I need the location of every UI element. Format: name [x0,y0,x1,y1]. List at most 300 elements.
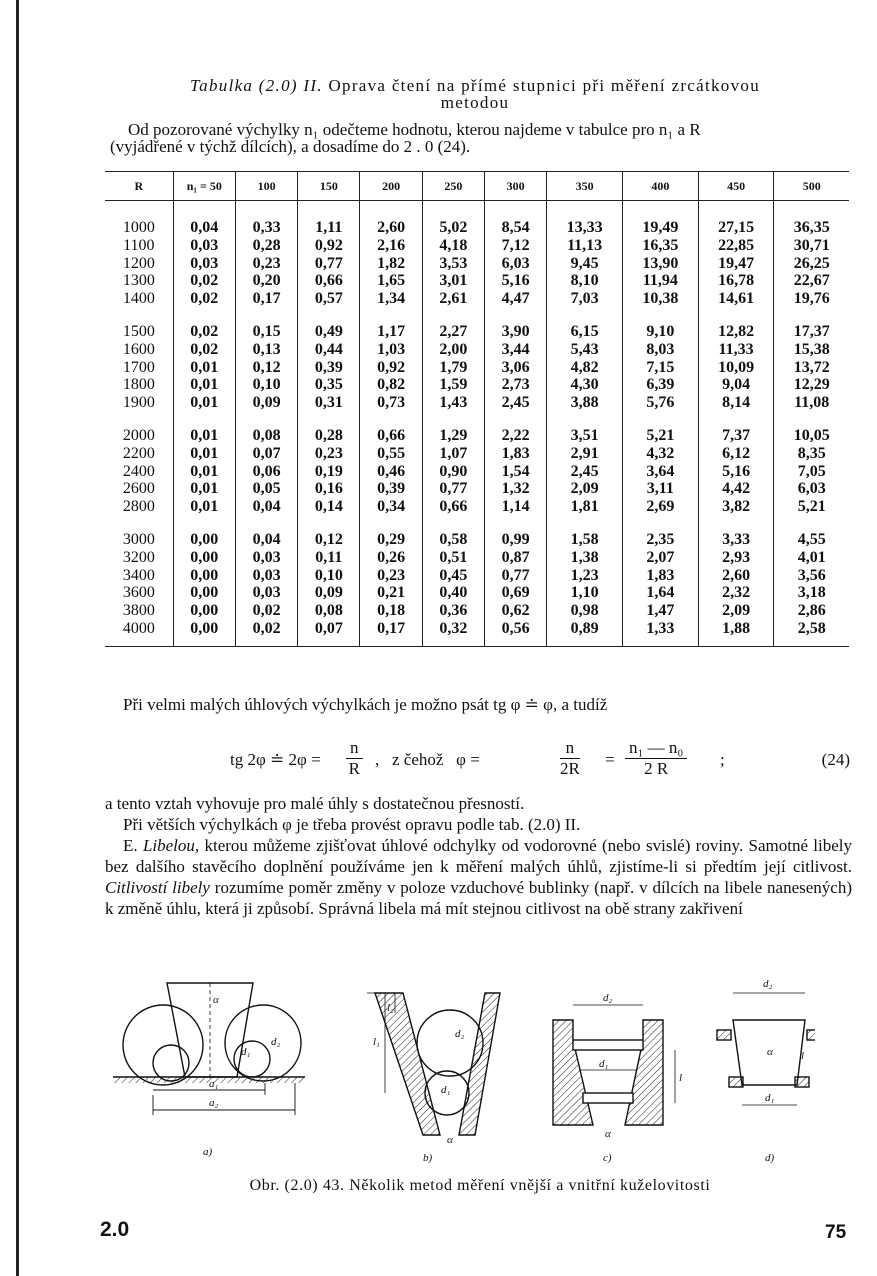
table-cell: 3,11 [623,480,699,498]
table-cell: 0,90 [422,463,484,481]
table-cell: 1,34 [360,290,422,308]
table-cell: 27,15 [698,201,774,237]
gap-cell [360,412,422,427]
row-r-value: 1900 [122,394,155,412]
gap-cell [547,412,623,427]
row-r-value: 1100 [123,236,155,254]
table-cell: 1,88 [698,620,774,646]
table-cell: 0,09 [298,584,360,602]
table-cell: 1,54 [485,463,547,481]
gap-cell [623,412,699,427]
table-cell: 6,15 [547,323,623,341]
gap-cell [623,516,699,531]
table-cell: 8,54 [485,201,547,237]
table-row [105,480,849,498]
table-cell: 0,66 [360,427,422,445]
table-cell: 0,15 [235,323,297,341]
table-cell: 2,32 [698,584,774,602]
table-cell: 1,81 [547,498,623,516]
fraction-n1-n0-over-2r: $\frac{\text{n₁ — n₀}}{2 R}$ [625,738,687,779]
gap-cell [698,516,774,531]
gap-cell [547,308,623,323]
table-cell: 1,43 [422,394,484,412]
table-cell: 0,46 [360,463,422,481]
table-cell: 1,14 [485,498,547,516]
table-cell: 0,02 [235,620,297,646]
row-r-value: 1200 [122,254,155,272]
table-cell: 0,04 [173,201,235,237]
table-cell: 0,29 [360,531,422,549]
column-header: 300 [485,172,547,201]
paragraph-accuracy: a tento vztah vyhovuje pro malé úhly s dostatečnou přesností. [105,794,525,813]
table-cell: 2,73 [485,376,547,394]
label-d1-a: d₁ [241,1046,251,1058]
table-cell: 3,56 [774,567,849,585]
page-number: 75 [825,1222,847,1243]
table-cell: 0,04 [235,531,297,549]
table-cell: 6,39 [623,376,699,394]
table-cell: 0,82 [360,376,422,394]
table-cell: 0,39 [298,359,360,377]
table-cell: 2,60 [698,567,774,585]
gap-cell [774,516,849,531]
gap-cell [698,308,774,323]
table-cell: 16,78 [698,272,774,290]
table-cell: 7,12 [485,237,547,255]
label-d2-c: d₂ [603,992,613,1004]
table-cell: 0,07 [235,445,297,463]
table-cell: 0,31 [298,394,360,412]
table-cell: 11,94 [623,272,699,290]
table-cell: 0,19 [298,463,360,481]
table-cell: 3,18 [774,584,849,602]
table-cell: 0,55 [360,445,422,463]
table-cell: 0,02 [173,272,235,290]
table-cell: 2,09 [547,480,623,498]
table-cell: 0,16 [298,480,360,498]
table-cell: 1,32 [485,480,547,498]
row-r-value: 1600 [122,340,155,358]
table-cell: 0,56 [485,620,547,646]
table-cell: 2,22 [485,427,547,445]
table-cell: 0,89 [547,620,623,646]
column-header: 450 [698,172,774,201]
table-cell: 4,82 [547,359,623,377]
table-cell: 2,91 [547,445,623,463]
table-cell: 0,01 [173,427,235,445]
table-cell: 10,38 [623,290,699,308]
table-cell: 0,69 [485,584,547,602]
paragraph-libela: E. Libelou, kterou můžeme zjišťovat úhlové odchylky od vodorovné (nebo svislé) roviny. Samotné libely bez dalšího stavěcího doplnění používáme jen k měření malých úhlů, zjistíme-li si předtím její citlivost. Citlivostí libely rozumíme poměr změny v poloze vzduchové bublinky (např. v dílcích na libele nanesených) k změně úhlu, která ji způsobí. Správná libela má mít stejnou citlivost na obě strany zakřivení [105,836,853,918]
table-cell: 11,13 [547,237,623,255]
label-l-c: l [679,1072,683,1084]
table-cell: 1,82 [360,255,422,273]
table-caption: Tabulka (2.0) II. Oprava čtení na přímé stupnici při měření zrcátkovou [189,76,761,95]
table-cell: 3,53 [422,255,484,273]
label-l2: l₂ [387,1002,394,1014]
table-cell: 0,05 [235,480,297,498]
paragraph-small-angles: Při velmi malých úhlových výchylkách je možno psát tg φ ≐ φ, a tudíž [123,695,608,714]
table-cell: 0,14 [298,498,360,516]
table-cell: 1,83 [485,445,547,463]
table-cell: 0,03 [235,549,297,567]
table-cell: 5,21 [774,498,849,516]
table-cell: 0,39 [360,480,422,498]
table-cell: 12,29 [774,376,849,394]
table-cell: 19,49 [623,201,699,237]
table-cell: 17,37 [774,323,849,341]
table-cell: 0,99 [485,531,547,549]
row-r-value: 3000 [122,530,155,548]
paragraph-correction: Při větších výchylkách φ je třeba provést opravu podle tab. (2.0) II. [123,815,581,834]
table-cell: 0,66 [422,498,484,516]
table-cell: 0,17 [235,290,297,308]
table-cell: 1,10 [547,584,623,602]
table-cell: 16,35 [623,237,699,255]
table-cell: 1,59 [422,376,484,394]
table-cell: 0,03 [173,255,235,273]
label-alpha-b: α [447,1134,453,1146]
table-cell: 0,28 [298,427,360,445]
table-row [105,255,849,273]
table-cell: 7,03 [547,290,623,308]
table-cell: 0,44 [298,341,360,359]
label-d2-a: d₂ [271,1036,281,1048]
taper-measurement-figures [105,965,815,1175]
figure-a [113,983,305,1158]
gap-cell [422,308,484,323]
table-cell: 3,90 [485,323,547,341]
formula-24: tg 2φ ≐ 2φ = $\frac{n}{R}$ , z čehož φ = $\frac{n}{2R}$ = $\frac{\text{n₁ — n₀}}{2 R}$ ; (24) [230,738,850,778]
gap-cell [235,516,297,531]
table-row [105,463,849,481]
table-row [105,584,849,602]
table-cell: 0,01 [173,445,235,463]
table-cell: 4,18 [422,237,484,255]
gap-cell [173,412,235,427]
row-r-value: 1300 [122,272,155,290]
table-cell: 0,20 [235,272,297,290]
label-d1-b: d₁ [441,1084,451,1096]
table-cell: 5,43 [547,341,623,359]
section-number: 2.0 [100,1218,130,1241]
label-l-d: l [801,1050,805,1062]
table-cell: 0,57 [298,290,360,308]
table-cell: 7,15 [623,359,699,377]
row-r-value: 2600 [122,480,155,498]
table-row [105,290,849,308]
column-header: 200 [360,172,422,201]
fraction-n-over-r: $\frac{n}{R}$ [346,738,363,779]
table-cell: 0,77 [485,567,547,585]
table-cell: 0,23 [298,445,360,463]
gap-cell [698,412,774,427]
gap-cell [485,412,547,427]
table-cell: 0,01 [173,376,235,394]
table-cell: 5,16 [698,463,774,481]
column-header: n₁ = 50 [173,172,235,201]
table-cell: 0,35 [298,376,360,394]
table-cell: 8,10 [547,272,623,290]
table-cell: 4,01 [774,549,849,567]
gap-cell [485,516,547,531]
table-cell: 0,01 [173,480,235,498]
table-cell: 2,35 [623,531,699,549]
figure-d [717,978,815,1164]
label-d1-c: d₁ [599,1058,609,1070]
gap-cell [298,308,360,323]
table-cell: 0,34 [360,498,422,516]
table-cell: 1,11 [298,201,360,237]
table-caption-line2: metodou [440,93,510,112]
table-cell: 2,58 [774,620,849,646]
table-cell: 0,03 [235,567,297,585]
table-row [105,531,849,549]
row-r-value: 3600 [122,584,155,602]
table-cell: 0,73 [360,394,422,412]
gap-cell [422,412,484,427]
table-cell: 2,61 [422,290,484,308]
column-header: 100 [235,172,297,201]
table-row [105,272,849,290]
table-cell: 0,77 [422,480,484,498]
table-cell: 26,25 [774,255,849,273]
label-alpha-c: α [605,1128,611,1140]
table-cell: 19,76 [774,290,849,308]
label-l1: l₁ [373,1036,380,1048]
table-cell: 3,44 [485,341,547,359]
table-cell: 0,06 [235,463,297,481]
table-cell: 0,04 [235,498,297,516]
table-cell: 0,01 [173,359,235,377]
table-cell: 0,45 [422,567,484,585]
table-cell: 0,08 [235,427,297,445]
table-row [105,237,849,255]
table-cell: 0,13 [235,341,297,359]
table-cell: 3,01 [422,272,484,290]
table-cell: 8,03 [623,341,699,359]
gap-cell [422,516,484,531]
table-cell: 22,85 [698,237,774,255]
gap-cell [360,516,422,531]
table-cell: 0,10 [235,376,297,394]
table-cell: 15,38 [774,341,849,359]
table-cell: 8,35 [774,445,849,463]
row-r-value: 1800 [122,376,155,394]
table-cell: 4,30 [547,376,623,394]
table-cell: 0,58 [422,531,484,549]
table-cell: 10,05 [774,427,849,445]
table-cell: 1,17 [360,323,422,341]
table-cell: 1,47 [623,602,699,620]
label-d2-b: d₂ [455,1028,465,1040]
table-cell: 7,37 [698,427,774,445]
gap-cell [173,516,235,531]
table-cell: 2,16 [360,237,422,255]
table-cell: 5,76 [623,394,699,412]
table-cell: 19,47 [698,255,774,273]
row-r-value: 3200 [122,548,155,566]
table-cell: 1,07 [422,445,484,463]
row-r-value: 2000 [122,426,155,444]
table-cell: 0,00 [173,602,235,620]
figure-b [367,993,500,1164]
table-cell: 0,11 [298,549,360,567]
figure-b-label: b) [423,1152,433,1164]
fraction-n-over-2r: $\frac{n}{2R}$ [560,738,580,778]
table-cell: 0,00 [173,567,235,585]
gap-cell [173,308,235,323]
table-cell: 4,42 [698,480,774,498]
table-cell: 1,33 [623,620,699,646]
column-header: 150 [298,172,360,201]
table-cell: 0,17 [360,620,422,646]
table-cell: 0,00 [173,549,235,567]
table-cell: 2,27 [422,323,484,341]
table-cell: 0,12 [235,359,297,377]
table-cell: 0,01 [173,394,235,412]
table-cell: 2,07 [623,549,699,567]
table-cell: 2,00 [422,341,484,359]
table-cell: 0,87 [485,549,547,567]
table-row [105,567,849,585]
table-cell: 30,71 [774,237,849,255]
table-cell: 8,14 [698,394,774,412]
table-cell: 2,69 [623,498,699,516]
table-cell: 2,93 [698,549,774,567]
table-cell: 1,79 [422,359,484,377]
table-cell: 2,60 [360,201,422,237]
table-intro: Od pozorované výchylky n₁ odečteme hodnotu, kterou najdeme v tabulce pro n₁ a R (vyjádřené v týchž dílcích), a dosadíme do 2 . 0 (24). [110,120,701,156]
row-r-value: 1500 [122,322,155,340]
table-cell: 0,18 [360,602,422,620]
table-cell: 1,23 [547,567,623,585]
gap-cell [298,516,360,531]
table-row [105,376,849,394]
table-row [105,445,849,463]
column-header: 350 [547,172,623,201]
table-cell: 9,45 [547,255,623,273]
table-cell: 0,21 [360,584,422,602]
table-cell: 2,86 [774,602,849,620]
correction-table [105,171,849,647]
figure-c [553,992,682,1164]
table-cell: 0,03 [235,584,297,602]
table-cell: 11,08 [774,394,849,412]
row-r-value: 2800 [122,498,155,516]
table-cell: 11,33 [698,341,774,359]
table-cell: 9,10 [623,323,699,341]
table-cell: 12,82 [698,323,774,341]
table-cell: 3,51 [547,427,623,445]
table-cell: 3,06 [485,359,547,377]
table-cell: 7,05 [774,463,849,481]
row-r-value: 4000 [105,620,173,646]
table-cell: 10,09 [698,359,774,377]
table-cell: 0,62 [485,602,547,620]
figure-a-label: a) [203,1146,213,1158]
row-r-value: 2400 [122,462,155,480]
table-cell: 1,64 [623,584,699,602]
table-cell: 1,29 [422,427,484,445]
row-r-value: 3400 [122,566,155,584]
table-cell: 0,03 [173,237,235,255]
table-cell: 3,88 [547,394,623,412]
table-cell: 0,98 [547,602,623,620]
row-r-value: 2200 [122,444,155,462]
table-cell: 6,03 [485,255,547,273]
table-cell: 3,33 [698,531,774,549]
table-group-gap [105,516,849,531]
table-row [105,341,849,359]
label-alpha-a: α [213,994,219,1006]
figure-c-label: c) [603,1152,612,1164]
table-cell: 13,72 [774,359,849,377]
table-cell: 0,92 [360,359,422,377]
table-cell: 0,02 [235,602,297,620]
table-cell: 1,65 [360,272,422,290]
table-cell: 1,83 [623,567,699,585]
table-cell: 5,02 [422,201,484,237]
row-r-value: 1700 [122,358,155,376]
table-cell: 0,32 [422,620,484,646]
table-cell: 0,09 [235,394,297,412]
table-cell: 4,32 [623,445,699,463]
table-row [105,549,849,567]
row-r-value: 1400 [122,290,155,308]
column-header-r: R [105,172,173,201]
column-header: 400 [623,172,699,201]
table-row [105,394,849,412]
row-r-value: 1000 [122,219,155,236]
label-alpha-d: α [767,1046,773,1058]
gap-cell [235,308,297,323]
table-row [105,359,849,377]
column-header: 250 [422,172,484,201]
label-d2-d: d₂ [763,978,773,990]
table-cell: 2,45 [547,463,623,481]
table-row [105,323,849,341]
table-row [105,427,849,445]
table-cell: 0,51 [422,549,484,567]
table-cell: 0,66 [298,272,360,290]
table-cell: 0,00 [173,584,235,602]
table-cell: 5,21 [623,427,699,445]
gap-cell [105,516,173,531]
table-row [105,620,849,646]
table-cell: 0,02 [173,323,235,341]
gap-cell [235,412,297,427]
label-d1-d: d₁ [765,1092,775,1104]
gap-cell [547,516,623,531]
table-cell: 0,26 [360,549,422,567]
table-row [105,498,849,516]
table-cell: 3,64 [623,463,699,481]
table-cell: 0,00 [173,531,235,549]
gap-cell [485,308,547,323]
table-cell: 13,90 [623,255,699,273]
table-row [105,201,849,237]
table-cell: 0,08 [298,602,360,620]
label-a1: a₁ [209,1078,219,1090]
table-cell: 0,40 [422,584,484,602]
page-binding-edge [16,0,19,1276]
table-cell: 6,12 [698,445,774,463]
table-header-row [105,172,849,201]
table-cell: 0,77 [298,255,360,273]
table-cell: 0,10 [298,567,360,585]
gap-cell [105,412,173,427]
